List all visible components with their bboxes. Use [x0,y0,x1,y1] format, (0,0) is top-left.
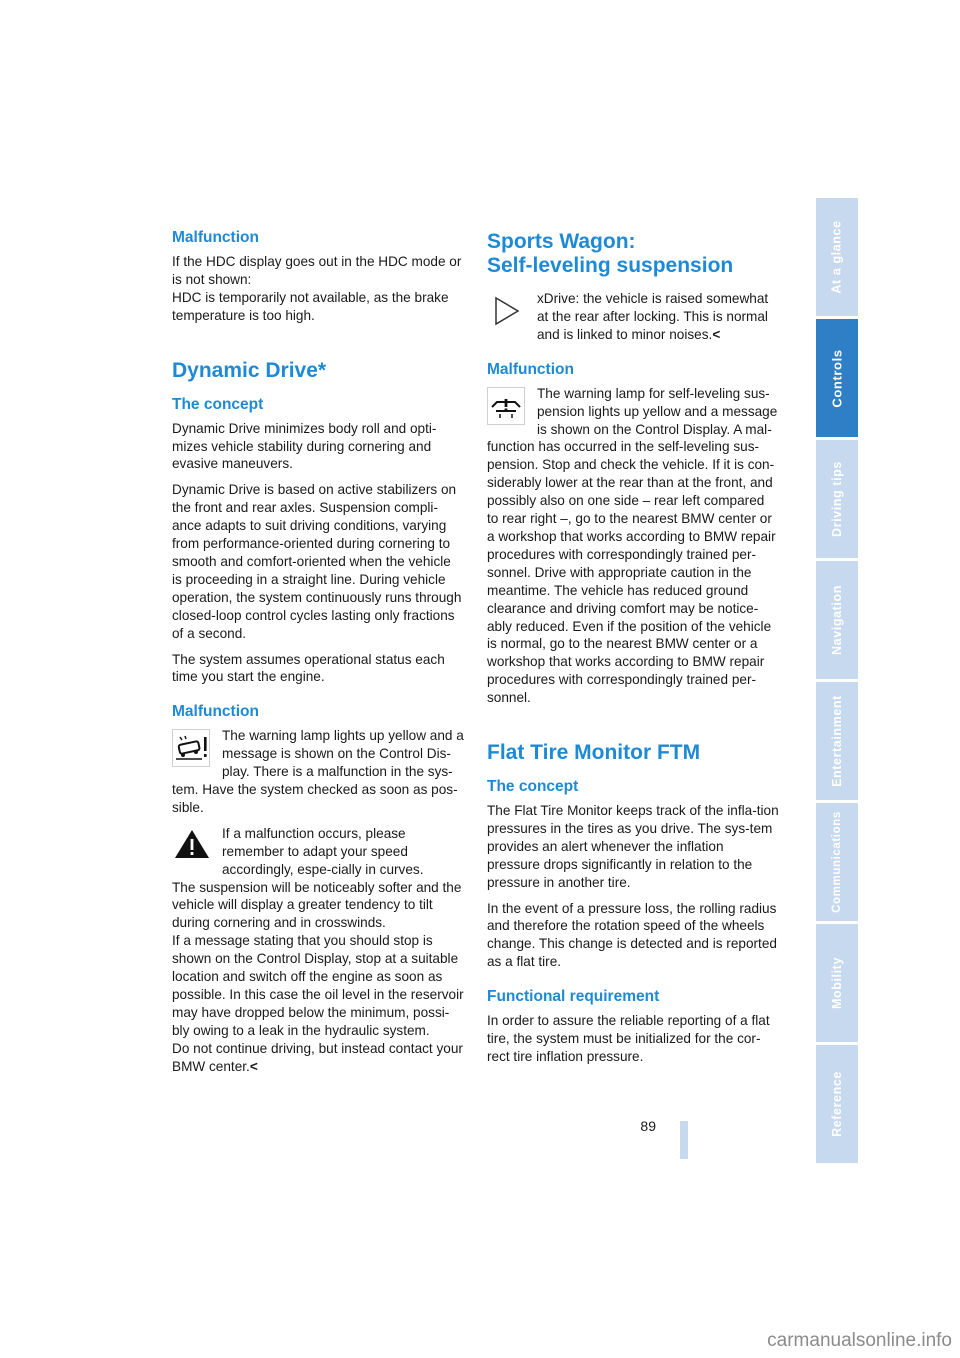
concept-paragraph-1: Dynamic Drive minimizes body roll and opti-mizes vehicle stability during cornering and evasive maneuvers. [172,420,437,472]
concept-paragraph-2: Dynamic Drive is based on active stabilizers on the front and rear axles. Suspension compli-ance adapts to suit driving conditions, varying from performance-oriented during cornering to smooth and comfort-oriented when the vehicle is proceeding in a straight line. During vehicle operation, the system continuously runs through closed-loop control cycles lasting only fractions of a second. [172,482,462,641]
warning-triangle-icon [172,827,212,861]
malfunction-hdc-text-2: HDC is temporarily not available, as the brake temperature is too high. [172,289,449,323]
warning-text-3: If a message stating that you should stop is shown on the Control Display, stop at a suitable location and switch off the engine as soon as possible. In this case the oil level in the reservoir may have dropped below the minimum, possi-bly owing to a leak in the hydraulic system. [172,933,464,1038]
functional-requirement-heading: Functional requirement [487,988,660,1006]
warning-text-4 [172,1040,464,1076]
tab-label: Driving tips [830,461,844,537]
warning-text-4-body: Do not continue driving, but instead contact your BMW center. [172,1040,463,1074]
xdrive-text [487,290,779,344]
ftm-concept-paragraph-1: The Flat Tire Monitor keeps track of the infla-tion pressures in the tires as you drive. The sys-tem provides an alert whenever the inflation pressure drops significantly in relation to the pressure in another tire. [487,803,779,890]
sports-wagon-heading-line-2: Self-leveling suspension [487,254,734,277]
tab-label: Mobility [830,956,844,1010]
tab-communications[interactable] [816,803,858,921]
concept-paragraph-3: The system assumes operational status each time you start the engine. [172,651,445,685]
tab-label: Controls [829,348,845,408]
malfunction-dd-heading: Malfunction [172,703,259,721]
watermark: carmanualsonline.info [767,1330,952,1351]
tab-label: Communications [831,811,843,913]
malfunction-hdc-heading: Malfunction [172,229,259,246]
warning-text-2: The suspension will be noticeably softer and the vehicle will display a greater tendency to tilt during cornering and in crosswinds. [172,879,462,931]
note-arrow-icon [487,292,525,330]
warning-text-1: If a malfunction occurs, please remember to adapt your speed accordingly, espe-cially in curves. [222,825,424,877]
self-leveling-warning-lamp-icon [487,387,525,425]
right-column [487,230,779,1074]
concept-heading: The concept [172,395,264,413]
tab-reference[interactable] [816,1045,858,1163]
tab-entertainment[interactable] [816,682,858,800]
tab-label: Reference [830,1071,845,1137]
functional-requirement-text: In order to assure the reliable reporting of a flat tire, the system must be initialized for the cor-rect tire inflation pressure. [487,1013,770,1064]
tab-at-a-glance[interactable] [816,198,858,316]
tab-controls[interactable] [816,319,858,437]
ftm-concept-heading: The concept [487,778,579,796]
dynamic-drive-heading: Dynamic Drive* [172,358,327,382]
chapter-tabs [816,198,858,1166]
malfunction-heading: Malfunction [487,360,574,378]
xdrive-text-body: xDrive: the vehicle is raised somewhat at the rear after locking. This is normal and is linked to minor noises. [537,291,769,342]
tab-navigation[interactable] [816,561,858,679]
malfunction-hdc-text: If the HDC display goes out in the HDC mode or is not shown: [172,254,462,287]
tab-driving-tips[interactable] [816,440,858,558]
tab-label: Navigation [830,585,844,655]
end-mark: < [249,1058,258,1074]
left-column [172,228,464,1076]
tab-label: Entertainment [830,695,844,787]
dynamic-drive-warning-lamp-icon [172,729,210,767]
ftm-concept-paragraph-2: In the event of a pressure loss, the rolling radius and therefore the rotation speed of the wheels change. This change is detected and is reported as a flat tire. [487,900,777,970]
tab-mobility[interactable] [816,924,858,1042]
malfunction-text: The warning lamp for self-leveling sus-pension lights up yellow and a message is shown on the Control Display. A mal-function has occurred in the self-leveling sus-pension. Stop and check the vehicle. If it is con-siderably lower at the rear than at the front, and possibly also on one side – rear left compared to rear right –, go to the nearest BMW center or a workshop that works according to BMW repair procedures with correspondingly trained per-sonnel. Drive with appropriate caution in the meantime. The vehicle has reduced ground clearance and driving comfort may be notice-ably reduced. Even if the position of the vehicle is normal, go to the nearest BMW center or a workshop that works according to BMW repair procedures with correspondingly trained per-sonnel. [487,385,778,706]
sports-wagon-heading-line-1: Sports Wagon: [487,230,636,253]
ftm-heading: Flat Tire Monitor FTM [487,741,701,765]
end-mark: < [712,326,721,342]
tab-label: At a glance [830,220,845,294]
malfunction-dd-text: The warning lamp lights up yellow and a message is shown on the Control Dis-play. There is a malfunction in the sys-tem. Have the system checked as soon as pos-sible. [172,728,464,815]
page-number: 89 [640,1118,656,1134]
page-number-bar [680,1121,688,1159]
